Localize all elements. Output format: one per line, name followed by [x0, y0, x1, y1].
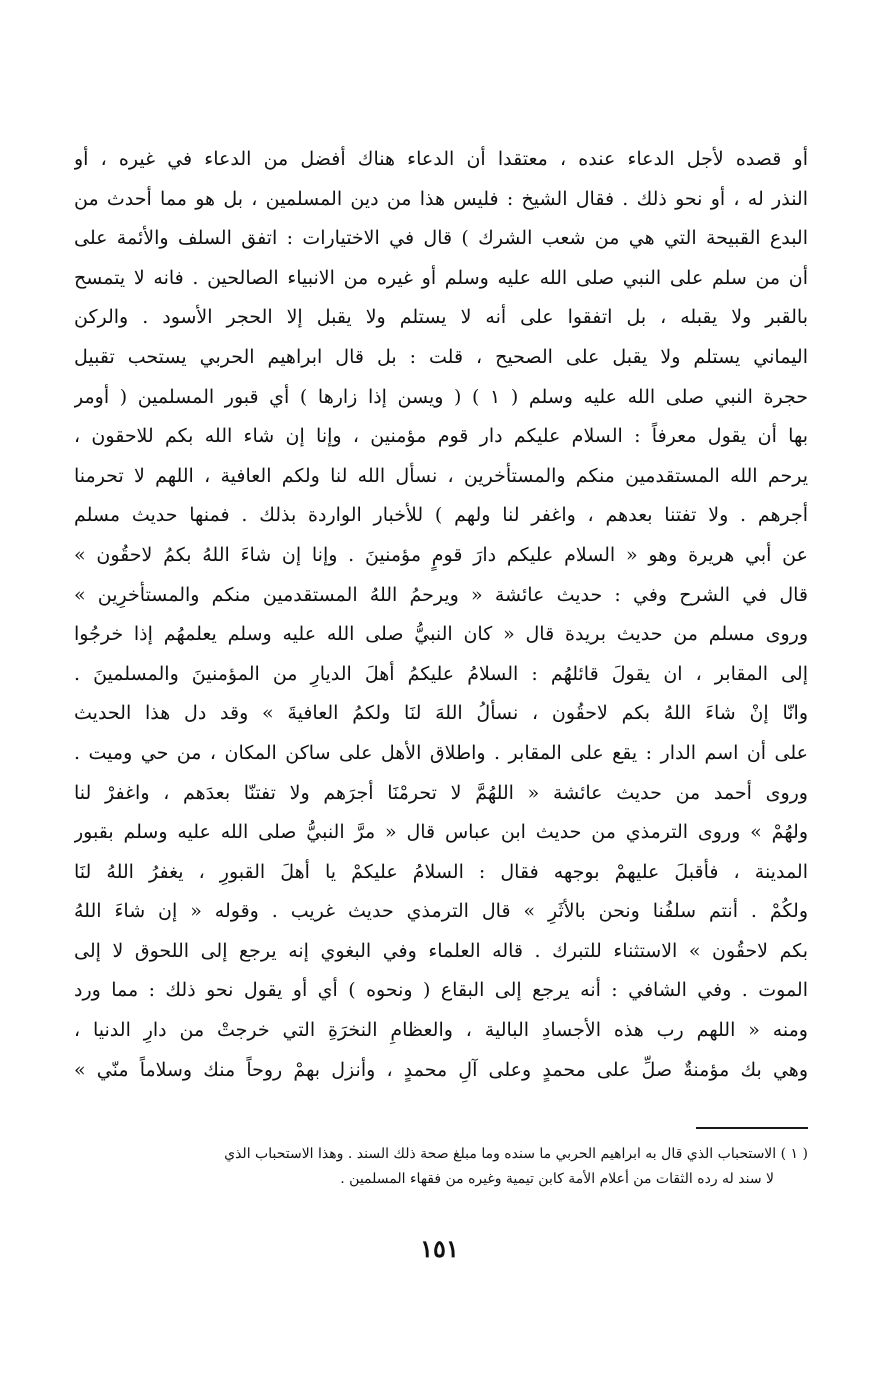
text-line: أن من سلم على النبي صلى الله عليه وسلم أو غيره من الانبياء الصالحين . فانه لا يتمسح — [74, 266, 808, 289]
text-line: الموت . وفي الشافي : أنه يرجع إلى البقاع ( ونحوه ) أي أو يقول نحو ذلك : مما ورد — [74, 979, 808, 1002]
text-line: وانّا إنْ شاءَ اللهُ بكم لاحقُون ، نسألُ اللهَ لنَا ولكمُ العافيةَ » وقد دل هذا الحديث — [74, 702, 808, 725]
footnote-divider — [696, 1127, 808, 1129]
text-line: حجرة النبي صلى الله عليه وسلم ( ١ ) ( ويسن إذا زارها ) أي قبور المسلمين ( أومر — [74, 385, 808, 408]
text-line: البدع القبيحة التي هي من شعب الشرك ) قال في الاختيارات : اتفق السلف والأئمة على — [74, 227, 808, 250]
text-line: بالقبر ولا يقبله ، بل اتفقوا على أنه لا يستلم ولا يقبل إلا الحجر الأسود . والركن — [74, 306, 808, 329]
text-line: النذر له ، أو نحو ذلك . فقال الشيخ : فليس هذا من دين المسلمين ، بل هو مما أحدث من — [74, 187, 808, 210]
main-text-block — [74, 140, 808, 1090]
text-line: ولكُمْ . أنتم سلفُنا ونحن بالأثَرِ » قال الترمذي حديث غريب . وقوله « إن شاءَ اللهُ — [74, 900, 808, 923]
text-line: أجرهم . ولا تفتنا بعدهم ، واغفر لنا ولهم ) للأخبار الواردة بذلك . فمنها حديث مسلم — [74, 504, 808, 527]
text-line: المدينة ، فأقبلَ عليهمْ بوجهه فقال : السلامُ عليكمْ يا أهلَ القبورِ ، يغفرُ اللهُ لنَا — [74, 860, 808, 883]
text-line: إلى المقابر ، ان يقولَ قائلهُم : السلامُ عليكمُ أهلَ الديارِ من المؤمنينَ والمسلمينَ . — [74, 662, 808, 685]
text-line: عن أبي هريرة وهو « السلام عليكم دارَ قومٍ مؤمنينَ . وإنا إن شاءَ اللهُ بكمُ لاحقُون » — [74, 543, 808, 566]
footnote-line: لا سند له رده الثقات من أعلام الأمة كابن تيمية وغيره من فقهاء المسلمين . — [340, 1171, 774, 1187]
footnote-block — [74, 1142, 808, 1192]
text-line: يرحم الله المستقدمين منكم والمستأخرين ، نسأل الله لنا ولكم العافية ، اللهم لا تحرمنا — [74, 464, 808, 487]
text-line: على أن اسم الدار : يقع على المقابر . واطلاق الأهل على ساكن المكان ، من حي وميت . — [74, 741, 808, 764]
text-line: قال في الشرح وفي : حديث عائشة « ويرحمُ اللهُ المستقدمين منكم والمستأخرِين » — [74, 583, 808, 606]
text-line: اليماني يستلم ولا يقبل على الصحيح ، قلت : بل قال ابراهيم الحربي يستحب تقبيل — [74, 345, 808, 368]
text-line: وروى مسلم من حديث بريدة قال « كان النبيُّ صلى الله عليه وسلم يعلمهُم إذا خرجُوا — [74, 623, 808, 646]
text-line: أو قصده لأجل الدعاء عنده ، معتقدا أن الدعاء هناك أفضل من الدعاء في غيره ، أو — [74, 148, 808, 170]
text-line: ومنه « اللهم رب هذه الأجسادِ البالية ، والعظامِ النخرَةِ التي خرجتْ من دارِ الدنيا ، — [74, 1019, 808, 1042]
text-line: بها أن يقول معرفاً : السلام عليكم دار قوم مؤمنين ، وإنا إن شاء الله بكم للاحقون ، — [74, 425, 808, 448]
text-line: وروى أحمد من حديث عائشة « اللهُمَّ لا تحرمْنَا أجرَهم ولا تفتنّا بعدَهم ، واغفرْ لنا — [74, 781, 808, 804]
text-line: ولهُمْ » وروى الترمذي من حديث ابن عباس قال « مرَّ النبيُّ صلى الله عليه وسلم بقبور — [74, 821, 808, 844]
page-number: ١٥١ — [420, 1234, 459, 1263]
text-line: وهي بك مؤمنةٌ صلِّ على محمدٍ وعلى آلِ محمدٍ ، وأنزل بهمْ روحاً منك وسلاماً منّي » — [74, 1058, 808, 1081]
footnote-line: ( ١ ) الاستحباب الذي قال به ابراهيم الحربي ما سنده وما مبلغ صحة ذلك السند . وهذا الاستحباب الذي — [224, 1146, 808, 1162]
text-line: بكم لاحقُون » الاستثناء للتبرك . قاله العلماء وفي البغوي إنه يرجع إلى اللحوق لا إلى — [74, 939, 808, 962]
